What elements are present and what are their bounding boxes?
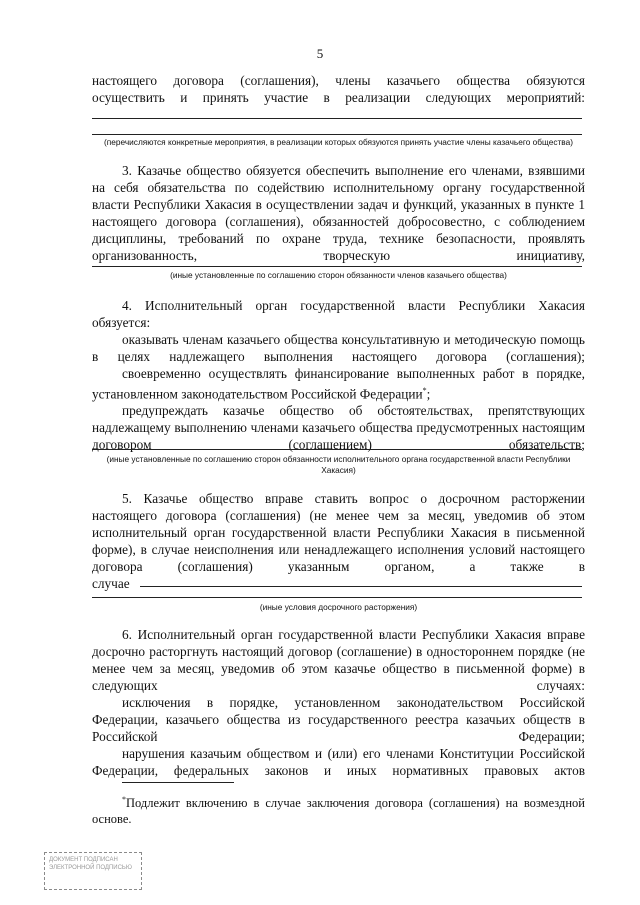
item-4-sub-2: своевременно осуществлять финансирование выполненных работ в порядке, установленном законодательством Российской Федерации*; xyxy=(92,366,585,402)
page-number: 5 xyxy=(316,46,324,61)
item-6-lead: 6. Исполнительный орган государственной власти Республики Хакасия вправе досрочно расторгнуть настоящий договор (соглашение) в одностороннем порядке (не менее чем за месяц, уведомив об этом казачье общество в письменной форме) в следующих случаях: xyxy=(92,627,585,693)
item-4-sub-3: предупреждать казачье общество об обстоятельствах, препятствующих надлежащему выполнению членами казачьего общества предусмотренных настоящим договором (соглашением) обязательств; xyxy=(92,403,585,453)
blank-line xyxy=(92,266,582,267)
item-5-text: 5. Казачье общество вправе ставить вопрос о досрочном расторжении настоящего договора (соглашения) (не менее чем за месяц, уведомив об этом исполнительный орган государственной власти Республики Хакасия в письменной форме), в случае неисполнения или ненадлежащего исполнения условий настоящего договора (соглашения) указанным органом, а также в xyxy=(92,491,585,574)
electronic-signature-stamp: ДОКУМЕНТ ПОДПИСАН ЭЛЕКТРОННОЙ ПОДПИСЬЮ xyxy=(44,852,142,890)
intro-paragraph xyxy=(92,72,585,106)
item-6-sub-2: нарушения казачьим обществом и (или) его членами Конституции Российской Федерации, федеральных законов и иных нормативных правовых актов xyxy=(92,746,585,778)
item-3-text: 3. Казачье общество обязуется обеспечить выполнение его членами, взявшими на себя обязательства по содействию исполнительному органу государственной власти Республики Хакасия в осуществлении задач и функций, указанных в пункте 1 настоящего договора (соглашения), обязанностей добросовестно, с соблюдением дисциплины, требований по охране труда, технике безопасности, проявлять организованность, творческую инициативу, xyxy=(92,163,585,263)
footnote-mark: * xyxy=(122,795,126,804)
footnote-mark: * xyxy=(422,386,427,395)
footnote xyxy=(92,792,585,827)
item-6-sub-1: исключения в порядке, установленном законодательством Российской Федерации, казачьего общества из государственного реестра казачьих обществ в Российской Федерации; xyxy=(92,695,585,744)
note-item-3: (иные установленные по соглашению сторон обязанности членов казачьего общества) xyxy=(170,270,507,280)
blank-line xyxy=(92,449,582,450)
blank-line xyxy=(92,118,582,119)
note-item-4: (иные установленные по соглашению сторон обязанности исполнительного органа государственной власти Республики Хакасия) xyxy=(106,454,571,475)
blank-line xyxy=(140,586,582,587)
item-4-paragraph xyxy=(92,297,585,453)
intro-line-1: настоящего договора (соглашения), члены казачьего общества обязуются xyxy=(92,73,585,88)
blank-line xyxy=(92,134,582,135)
note-item-5: (иные условия досрочного расторжения) xyxy=(259,602,418,612)
footnote-separator xyxy=(122,782,234,783)
item-5-tail: случае xyxy=(92,576,130,591)
intro-line-2: осуществить и принять участие в реализации следующих мероприятий: xyxy=(92,90,585,105)
item-4-lead: 4. Исполнительный орган государственной власти Республики Хакасия обязуется: xyxy=(92,298,585,330)
blank-line xyxy=(92,597,582,598)
item-3-paragraph xyxy=(92,162,585,264)
item-4-sub-1: оказывать членам казачьего общества консультативную и методическую помощь в целях надлежащего выполнения настоящего договора (соглашения); xyxy=(92,332,585,364)
item-6-paragraph xyxy=(92,626,585,779)
footnote-text: Подлежит включению в случае заключения договора (соглашения) на возмездной основе. xyxy=(92,796,585,827)
item-5-paragraph xyxy=(92,490,585,575)
note-events: (перечисляются конкретные мероприятия, в реализации которых обязуются принять участие члены казачьего общества) xyxy=(104,137,573,147)
